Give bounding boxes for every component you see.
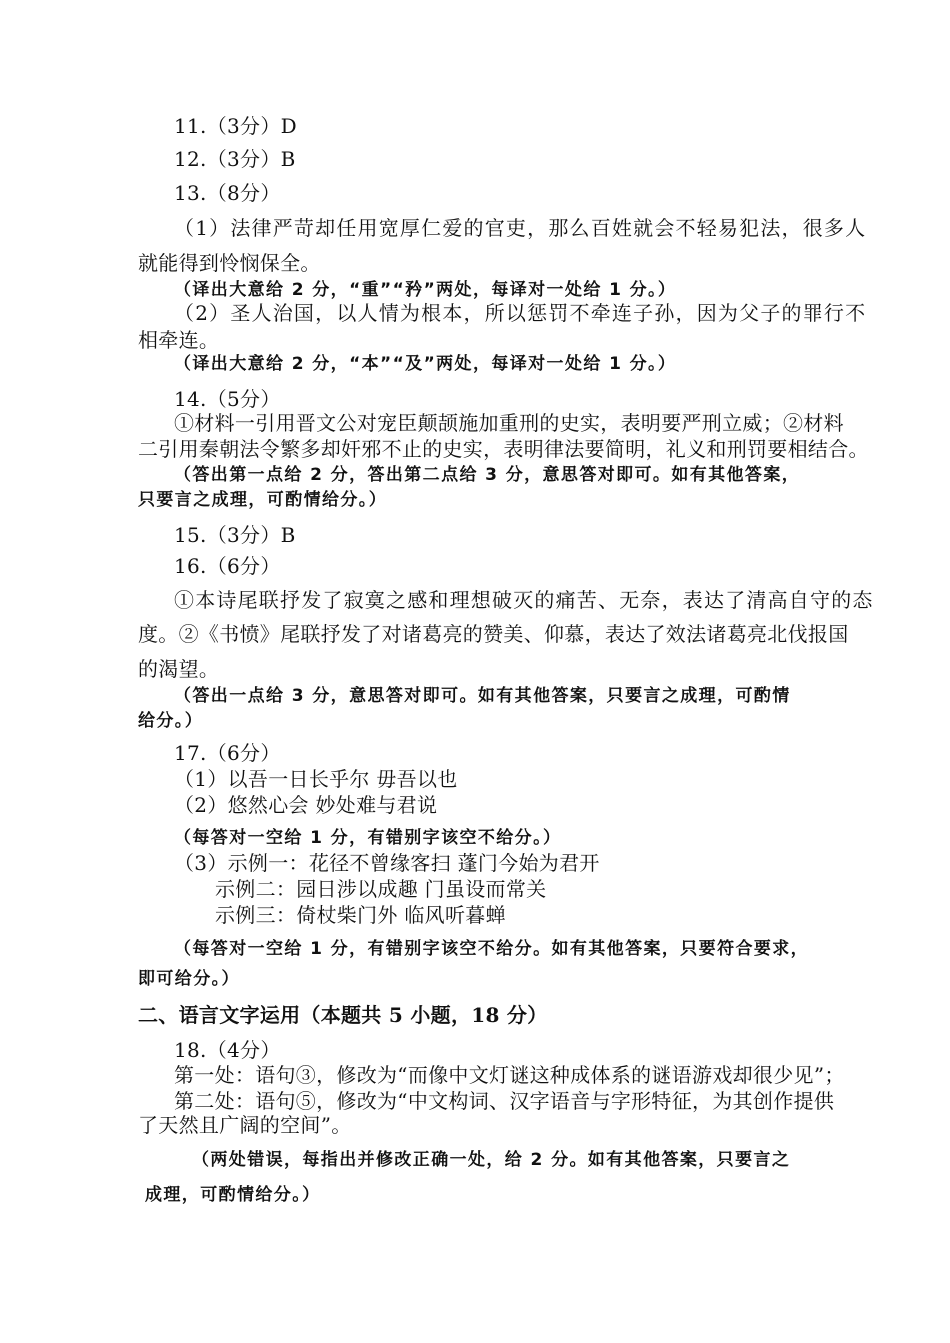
question-13-header: 13.（8分） [174, 181, 281, 205]
scoring-note-13-2: （译出大意给 2 分，“本”“及”两处，每译对一处给 1 分。） [174, 354, 677, 374]
scoring-note-18-line2: 成理，可酌情给分。） [145, 1185, 321, 1205]
answer-14-line1: ①材料一引用晋文公对宠臣颠颉施加重刑的史实，表明要严刑立威；②材料 [174, 411, 844, 435]
scoring-note-17-b-line1: （每答对一空给 1 分，有错别字该空不给分。如有其他答案，只要符合要求， [174, 939, 810, 959]
answer-13-1-line1: （1）法律严苛却任用宽厚仁爱的官吏，那么百姓就会不轻易犯法，很多人 [174, 216, 867, 240]
answer-17-1: （1）以吾一日长乎尔 毋吾以也 [174, 767, 458, 791]
answer-17-2: （2）悠然心会 妙处难与君说 [174, 793, 438, 817]
scoring-note-17-b-line2: 即可给分。） [138, 969, 240, 989]
answer-12: 12.（3分）B [174, 147, 296, 171]
answer-14-line2: 二引用秦朝法令繁多却奸邪不止的史实，表明律法要简明，礼义和刑罚要相结合。 [138, 437, 869, 461]
scoring-note-18-line1: （两处错误，每指出并修改正确一处，给 2 分。如有其他答案，只要言之 [192, 1150, 791, 1170]
answer-18-line1: 第一处：语句③，修改为“而像中文灯谜这种成体系的谜语游戏却很少见”； [174, 1063, 845, 1087]
answer-13-1-line2: 就能得到怜悯保全。 [138, 251, 321, 275]
answer-18-line2: 第二处：语句⑤，修改为“中文构词、汉字语音与字形特征，为其创作提供 [174, 1089, 835, 1113]
answer-17-3-example3: 示例三：倚杖柴门外 临风听暮蝉 [215, 903, 506, 927]
answer-18-line3: 了天然且广阔的空间”。 [138, 1113, 352, 1137]
answer-16-line2: 度。②《书愤》尾联抒发了对诸葛亮的赞美、仰慕，表达了效法诸葛亮北伐报国 [138, 622, 849, 646]
question-17-header: 17.（6分） [174, 741, 281, 765]
answer-13-2-line1: （2）圣人治国，以人情为根本，所以惩罚不牵连子孙，因为父子的罪行不 [174, 301, 867, 325]
answer-17-3-example2: 示例二：园日涉以成趣 门虽设而常关 [215, 877, 547, 901]
scoring-note-16-line1: （答出一点给 3 分，意思答对即可。如有其他答案，只要言之成理，可酌情 [174, 686, 791, 706]
section-heading-language-use: 二、语言文字运用（本题共 5 小题，18 分） [138, 1003, 548, 1027]
answer-13-2-line2: 相牵连。 [138, 328, 220, 352]
scoring-note-14-line1: （答出第一点给 2 分，答出第二点给 3 分，意思答对即可。如有其他答案， [174, 465, 801, 485]
answer-11: 11.（3分）D [174, 114, 297, 138]
scoring-note-14-line2: 只要言之成理，可酌情给分。） [138, 490, 388, 510]
scoring-note-17-a: （每答对一空给 1 分，有错别字该空不给分。） [174, 828, 562, 848]
question-16-header: 16.（6分） [174, 554, 281, 578]
scoring-note-13-1: （译出大意给 2 分，“重”“矜”两处，每译对一处给 1 分。） [174, 280, 677, 300]
answer-16-line1: ①本诗尾联抒发了寂寞之感和理想破灭的痛苦、无奈，表达了清高自守的态 [174, 588, 874, 612]
answer-15: 15.（3分）B [174, 523, 296, 547]
scoring-note-16-line2: 给分。） [138, 711, 204, 731]
answer-17-3-example1: （3）示例一：花径不曾缘客扫 蓬门今始为君开 [174, 851, 600, 875]
answer-16-line3: 的渴望。 [138, 657, 220, 681]
question-14-header: 14.（5分） [174, 387, 281, 411]
question-18-header: 18.（4分） [174, 1038, 281, 1062]
